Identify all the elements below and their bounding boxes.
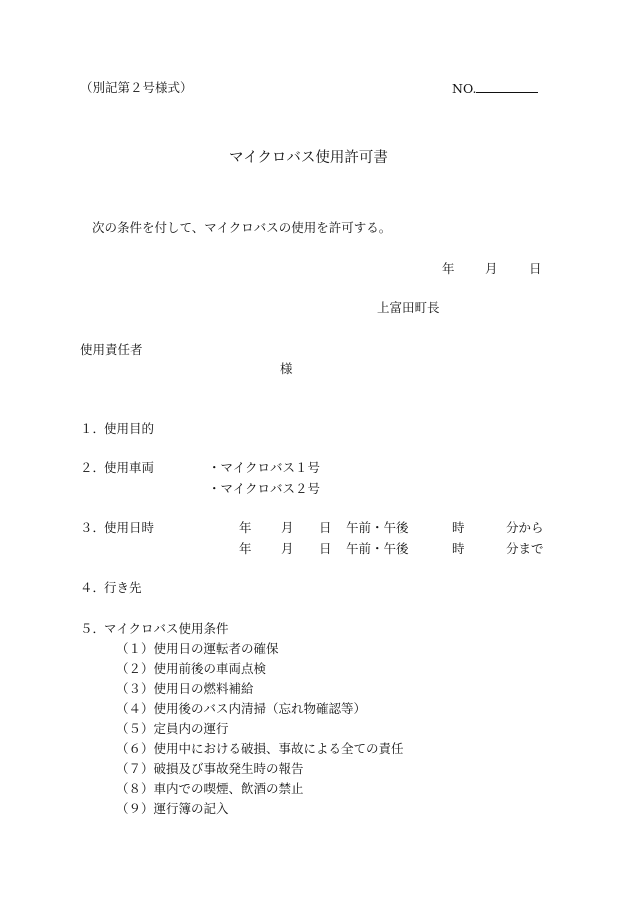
datetime-year-label: 年 [239, 520, 252, 535]
intro-text: 次の条件を付して、マイクロバスの使用を許可する。 [92, 220, 392, 235]
datetime-ampm-label: 午前・午後 [346, 541, 409, 556]
datetime-ampm-label: 午前・午後 [346, 520, 409, 535]
item-destination-label: 行き先 [104, 580, 142, 595]
responsible-label: 使用責任者 [80, 342, 143, 357]
datetime-hour-label: 時 [452, 541, 465, 556]
item-destination-number: ４． [80, 580, 106, 595]
responsible-honorific: 様 [280, 361, 293, 376]
condition-item: （１）使用日の運転者の確保 [116, 641, 279, 656]
vehicle-option: ・マイクロバス２号 [208, 481, 321, 496]
datetime-year-label: 年 [239, 541, 252, 556]
item-purpose-label: 使用目的 [104, 421, 155, 436]
datetime-hour-label: 時 [452, 520, 465, 535]
date-month-label: 月 [485, 261, 498, 276]
document-number [452, 80, 538, 97]
item-conditions-number: ５． [80, 621, 106, 636]
condition-item: （２）使用前後の車両点検 [116, 661, 267, 676]
datetime-minute-label: 分まで [506, 541, 544, 556]
condition-item: （６）使用中における破損、事故による全ての責任 [116, 741, 404, 756]
form-label: （別記第２号様式） [80, 80, 193, 95]
item-datetime-number: ３． [80, 520, 106, 535]
item-datetime-label: 使用日時 [104, 520, 155, 535]
issuer-name: 上富田町長 [377, 300, 440, 315]
condition-item: （４）使用後のバス内清掃（忘れ物確認等） [116, 701, 367, 716]
datetime-month-label: 月 [281, 520, 294, 535]
item-vehicle-number: ２． [80, 460, 106, 475]
condition-item: （７）破損及び事故発生時の報告 [116, 761, 304, 776]
item-conditions-label: マイクロバス使用条件 [104, 621, 229, 636]
document-title: マイクロバス使用許可書 [229, 150, 388, 166]
item-vehicle-label: 使用車両 [104, 460, 155, 475]
date-year-label: 年 [442, 261, 455, 276]
condition-item: （８）車内での喫煙、飲酒の禁止 [116, 781, 304, 796]
datetime-minute-label: 分から [506, 520, 544, 535]
datetime-day-label: 日 [319, 541, 332, 556]
datetime-day-label: 日 [319, 520, 332, 535]
document-number-blank [476, 80, 538, 93]
item-purpose-number: １． [80, 421, 106, 436]
condition-item: （９）運行簿の記入 [116, 801, 229, 816]
condition-item: （３）使用日の燃料補給 [116, 681, 254, 696]
date-day-label: 日 [529, 261, 542, 276]
vehicle-option: ・マイクロバス１号 [208, 460, 321, 475]
datetime-month-label: 月 [281, 541, 294, 556]
condition-item: （５）定員内の運行 [116, 721, 229, 736]
document-number-label: NO. [452, 81, 477, 96]
